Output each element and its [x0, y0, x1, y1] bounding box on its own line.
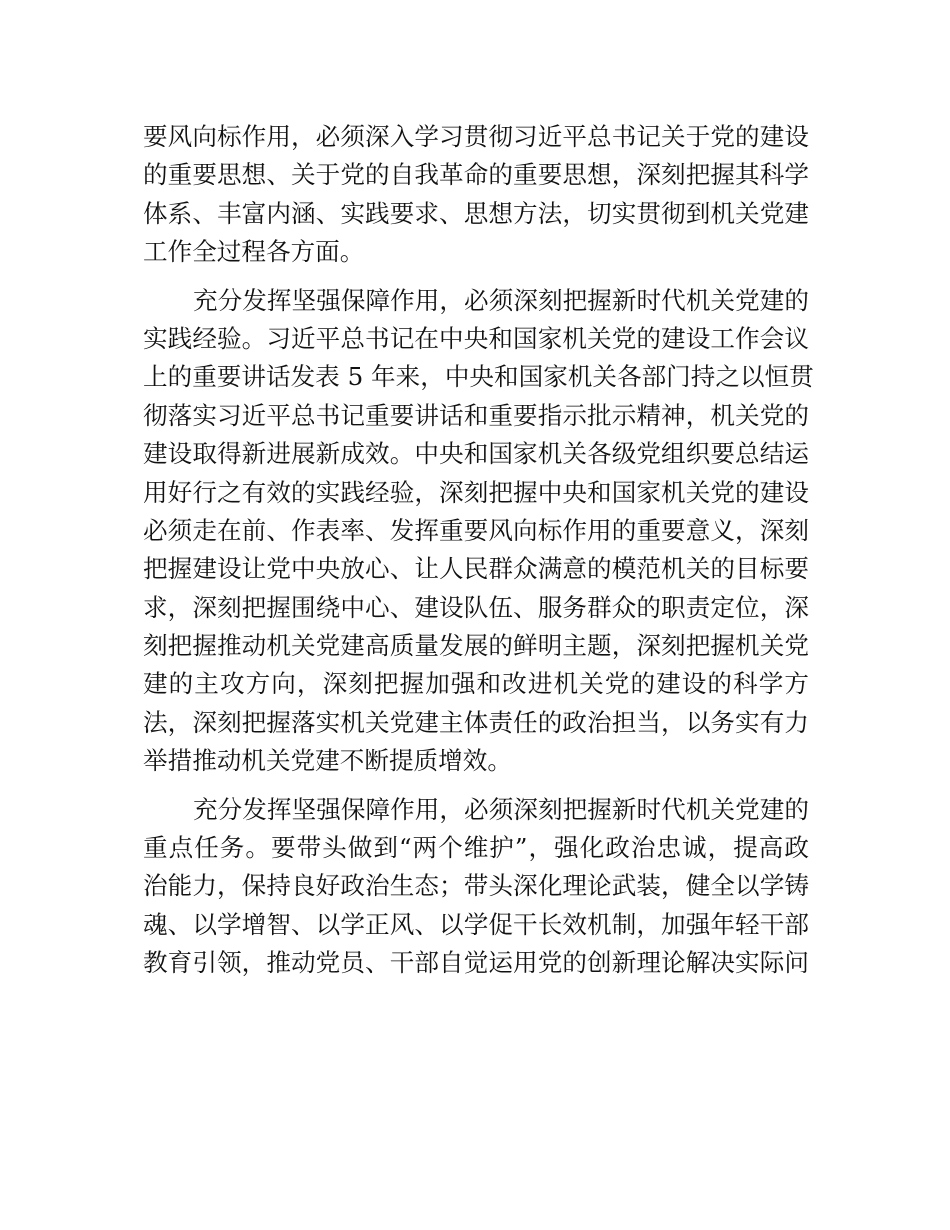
text-line: 建的主攻方向，深刻把握加强和改进机关党的建设的科学方: [143, 669, 809, 699]
text-line: 用好行之有效的实践经验，深刻把握中央和国家机关党的建设: [143, 477, 809, 507]
text-line: 建设取得新进展新成效。中央和国家机关各级党组织要总结运: [143, 439, 809, 469]
text-line: 实践经验。习近平总书记在中央和国家机关党的建设工作会议: [143, 323, 809, 353]
text-line: 治能力，保持良好政治生态；带头深化理论武装，健全以学铸: [143, 871, 809, 901]
text-line: 教育引领，推动党员、干部自觉运用党的创新理论解决实际问: [143, 948, 809, 978]
text-line: 体系、丰富内涵、实践要求、思想方法，切实贯彻到机关党建: [143, 198, 809, 228]
text-line: 魂、以学增智、以学正风、以学促干长效机制，加强年轻干部: [143, 909, 809, 939]
text-line: 法，深刻把握落实机关党建主体责任的政治担当，以务实有力: [143, 707, 809, 737]
paragraph: [143, 282, 814, 781]
text-line: 工作全过程各方面。: [143, 237, 365, 267]
paragraph: [143, 791, 809, 983]
text-line: 充分发挥坚强保障作用，必须深刻把握新时代机关党建的: [193, 285, 809, 315]
document-body: [143, 118, 814, 983]
text-line: 把握建设让党中央放心、让人民群众满意的模范机关的目标要: [143, 554, 809, 584]
text-line: 必须走在前、作表率、发挥重要风向标作用的重要意义，深刻: [143, 515, 809, 545]
text-line: 重点任务。要带头做到“两个维护”，强化政治忠诚，提高政: [143, 833, 809, 863]
text-line: 彻落实习近平总书记重要讲话和重要指示批示精神，机关党的: [143, 400, 809, 430]
paragraph: [143, 118, 809, 272]
text-line: 充分发挥坚强保障作用，必须深刻把握新时代机关党建的: [193, 794, 809, 824]
text-line: 的重要思想、关于党的自我革命的重要思想，深刻把握其科学: [143, 160, 809, 190]
text-line: 要风向标作用，必须深入学习贯彻习近平总书记关于党的建设: [143, 122, 809, 151]
text-line: 举措推动机关党建不断提质增效。: [143, 746, 512, 776]
text-line: 求，深刻把握围绕中心、建设队伍、服务群众的职责定位，深: [143, 592, 809, 622]
text-line: 上的重要讲话发表 5 年来，中央和国家机关各部门持之以恒贯: [143, 362, 814, 392]
text-line: 刻把握推动机关党建高质量发展的鲜明主题，深刻把握机关党: [143, 631, 809, 661]
